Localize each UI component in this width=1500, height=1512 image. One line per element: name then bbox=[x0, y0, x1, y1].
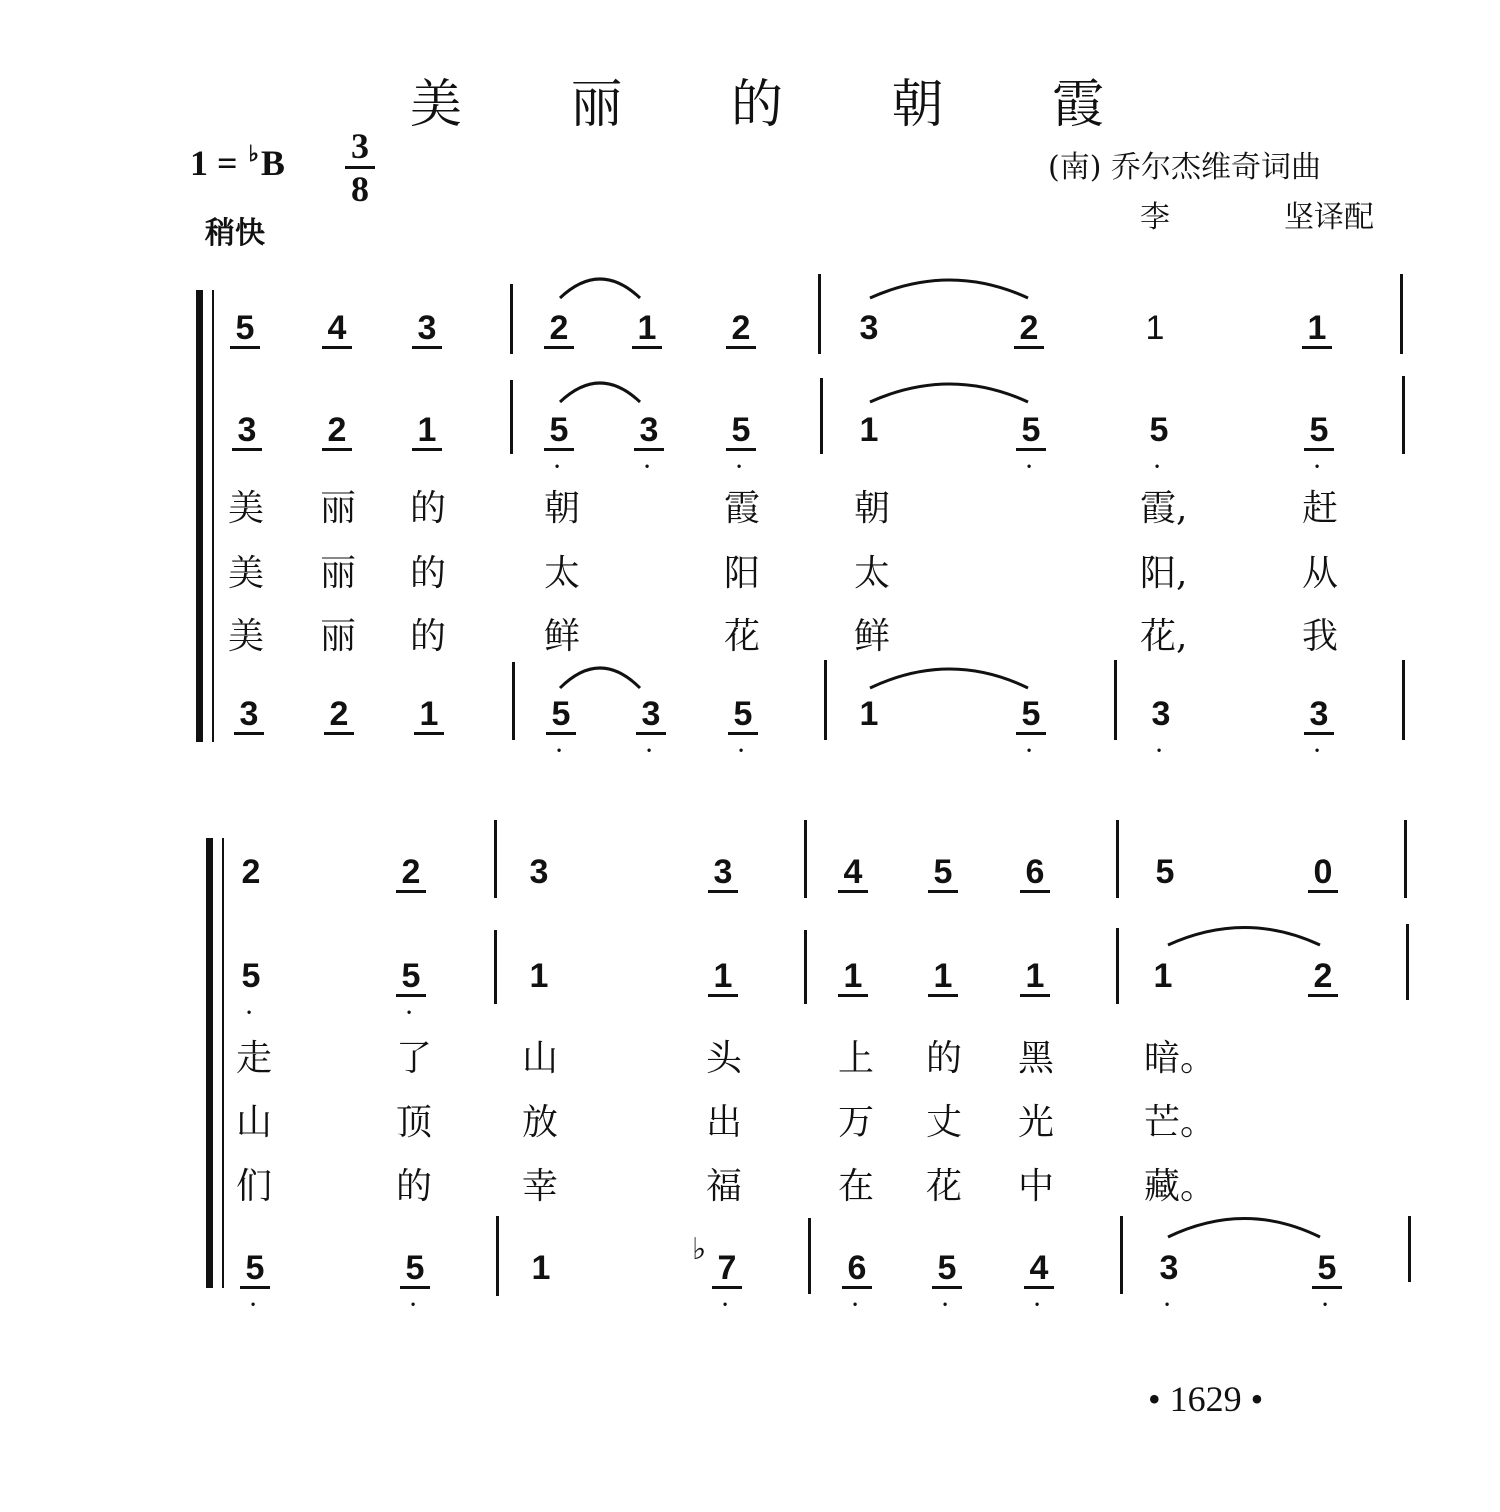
note: 4 bbox=[322, 310, 352, 349]
lyric: 的 bbox=[395, 1166, 432, 1207]
lyric: 丈 bbox=[925, 1102, 962, 1143]
lyric: 在 bbox=[837, 1166, 874, 1207]
note: 3 bbox=[529, 853, 549, 891]
lyric: 福 bbox=[705, 1166, 742, 1207]
note: 5 • bbox=[1144, 412, 1174, 448]
note: 5 • bbox=[236, 958, 266, 994]
barline bbox=[818, 274, 821, 354]
lyric: 走 bbox=[235, 1038, 272, 1079]
note: 1 bbox=[531, 1249, 551, 1287]
note: 1 bbox=[859, 411, 879, 449]
note: 3 bbox=[412, 310, 442, 349]
note: 1 bbox=[1145, 309, 1165, 347]
note: 2 bbox=[241, 853, 261, 891]
note: 1 bbox=[632, 310, 662, 349]
note: 5 • bbox=[726, 412, 756, 451]
note: 2 bbox=[396, 854, 426, 893]
lyric: 朝 bbox=[853, 488, 890, 529]
note: 5 bbox=[928, 854, 958, 893]
lyric: 藏。 bbox=[1144, 1166, 1217, 1207]
translator-name: 李 bbox=[1140, 200, 1170, 235]
note: 5 bbox=[230, 310, 260, 349]
barline bbox=[1402, 376, 1405, 454]
time-bottom: 8 bbox=[351, 169, 369, 209]
note: 1 bbox=[412, 412, 442, 451]
note: 5 • bbox=[396, 958, 426, 997]
lyric: 美 bbox=[227, 488, 264, 529]
lyric: 出 bbox=[705, 1102, 742, 1143]
slur bbox=[560, 279, 640, 298]
note: 5 • bbox=[400, 1250, 430, 1289]
slur bbox=[870, 384, 1028, 402]
barline bbox=[1402, 660, 1405, 740]
barline bbox=[1408, 1216, 1411, 1282]
note: 5 • bbox=[546, 696, 576, 735]
note: 2 bbox=[324, 696, 354, 735]
barline bbox=[494, 930, 497, 1004]
note: 2 bbox=[1014, 310, 1044, 349]
lyric: 赶 bbox=[1301, 488, 1338, 529]
lyric: 太 bbox=[853, 553, 890, 594]
lyric: 山 bbox=[235, 1102, 272, 1143]
barline bbox=[804, 820, 807, 898]
note: 3 bbox=[234, 696, 264, 735]
lyric: 山 bbox=[521, 1038, 558, 1079]
note: 5 • bbox=[1016, 696, 1046, 735]
lyric: 光 bbox=[1017, 1102, 1054, 1143]
barline bbox=[804, 930, 807, 1004]
note: 3 • bbox=[1304, 696, 1334, 735]
lyric: 霞, bbox=[1140, 488, 1188, 529]
system1-bracket-line bbox=[212, 290, 214, 742]
slur bbox=[870, 280, 1028, 298]
lyric: 放 bbox=[521, 1102, 558, 1143]
key-prefix: 1 = bbox=[190, 143, 247, 183]
note: 4 bbox=[838, 854, 868, 893]
barline bbox=[824, 660, 827, 740]
lyric: 了 bbox=[395, 1038, 432, 1079]
note: 1 bbox=[529, 957, 549, 995]
note: 3 • bbox=[634, 412, 664, 451]
note: 6 bbox=[1020, 854, 1050, 893]
flat-symbol: ♭ bbox=[248, 141, 259, 166]
lyric: 我 bbox=[1301, 616, 1338, 657]
barline bbox=[1116, 928, 1119, 1004]
note: 5 • bbox=[932, 1250, 962, 1289]
slur bbox=[1168, 1219, 1320, 1238]
note: 5 • bbox=[240, 1250, 270, 1289]
barline bbox=[1116, 820, 1119, 898]
note: 3 • bbox=[1146, 696, 1176, 732]
system2-bracket-line bbox=[222, 838, 224, 1288]
note: 1 bbox=[1020, 958, 1050, 997]
note: 1 bbox=[1302, 310, 1332, 349]
note: 5 • bbox=[1016, 412, 1046, 451]
barline bbox=[1114, 660, 1117, 740]
lyric: 美 bbox=[227, 553, 264, 594]
flat-accidental: ♭ bbox=[692, 1232, 707, 1267]
lyric: 上 bbox=[837, 1038, 874, 1079]
note: 1 bbox=[708, 958, 738, 997]
note: 6 • bbox=[842, 1250, 872, 1289]
barline bbox=[1120, 1216, 1123, 1294]
note: 5 • bbox=[728, 696, 758, 735]
slur bbox=[870, 669, 1028, 688]
lyric: 霞 bbox=[723, 488, 760, 529]
lyric: 丽 bbox=[319, 488, 356, 529]
lyric: 花, bbox=[1140, 616, 1188, 657]
song-title: 美 丽 的 朝 霞 bbox=[409, 75, 1151, 135]
note: 1 bbox=[1153, 957, 1173, 995]
lyric: 丽 bbox=[319, 616, 356, 657]
system2-bracket bbox=[206, 838, 213, 1288]
note: 4 • bbox=[1024, 1250, 1054, 1289]
note: 0 bbox=[1308, 854, 1338, 893]
lyric: 丽 bbox=[319, 553, 356, 594]
time-top: 3 bbox=[351, 126, 369, 166]
translator-role: 坚译配 bbox=[1284, 200, 1374, 235]
lyric: 朝 bbox=[543, 488, 580, 529]
lyric: 阳, bbox=[1140, 553, 1188, 594]
note: 5 bbox=[1155, 853, 1175, 891]
key-note: B bbox=[260, 143, 285, 183]
lyric: 的 bbox=[409, 488, 446, 529]
note: 2 bbox=[1308, 958, 1338, 997]
lyric: 从 bbox=[1301, 553, 1338, 594]
note: 3 bbox=[859, 309, 879, 347]
lyric: 的 bbox=[409, 616, 446, 657]
lyric: 美 bbox=[227, 616, 264, 657]
barline bbox=[1406, 924, 1409, 1000]
lyric: 鲜 bbox=[543, 616, 580, 657]
note: 5 • bbox=[1304, 412, 1334, 451]
note: 5 • bbox=[544, 412, 574, 451]
note: 1 bbox=[928, 958, 958, 997]
barline bbox=[510, 380, 513, 454]
note: 3 bbox=[708, 854, 738, 893]
system1-bracket bbox=[196, 290, 203, 742]
lyric: 中 bbox=[1017, 1166, 1054, 1207]
lyric: 的 bbox=[925, 1038, 962, 1079]
lyric: 的 bbox=[409, 553, 446, 594]
lyric: 顶 bbox=[395, 1102, 432, 1143]
note: 2 bbox=[322, 412, 352, 451]
lyric: 太 bbox=[543, 553, 580, 594]
lyric: 万 bbox=[837, 1102, 874, 1143]
page-number: • 1629 • bbox=[1148, 1379, 1264, 1419]
note: 3 bbox=[232, 412, 262, 451]
lyric: 花 bbox=[723, 616, 760, 657]
note: 2 bbox=[726, 310, 756, 349]
note: 2 bbox=[544, 310, 574, 349]
lyric: 芒。 bbox=[1144, 1102, 1217, 1143]
slur bbox=[560, 383, 640, 402]
barline bbox=[496, 1216, 499, 1296]
slur bbox=[560, 668, 640, 688]
note: 3 • bbox=[636, 696, 666, 735]
lyric: 头 bbox=[705, 1038, 742, 1079]
note: 1 bbox=[859, 695, 879, 733]
slur bbox=[1168, 928, 1320, 946]
lyric: 阳 bbox=[723, 553, 760, 594]
lyric: 暗。 bbox=[1144, 1038, 1217, 1079]
note: 1 bbox=[414, 696, 444, 735]
note: 3 • bbox=[1154, 1250, 1184, 1286]
barline bbox=[1404, 820, 1407, 898]
barline bbox=[512, 662, 515, 740]
barline bbox=[494, 820, 497, 898]
lyric: 鲜 bbox=[853, 616, 890, 657]
note: 1 bbox=[838, 958, 868, 997]
barline bbox=[1400, 274, 1403, 354]
barline bbox=[808, 1218, 811, 1294]
composer-credit: (南) 乔尔杰维奇词曲 bbox=[1048, 150, 1321, 185]
barline bbox=[510, 284, 513, 354]
lyric: 幸 bbox=[521, 1166, 558, 1207]
lyric: 花 bbox=[925, 1166, 962, 1207]
note: 7 • bbox=[712, 1250, 742, 1289]
note: 5 • bbox=[1312, 1250, 1342, 1289]
tempo-marking: 稍快 bbox=[205, 216, 265, 251]
barline bbox=[820, 378, 823, 454]
lyric: 黑 bbox=[1017, 1038, 1054, 1079]
lyric: 们 bbox=[235, 1166, 272, 1207]
